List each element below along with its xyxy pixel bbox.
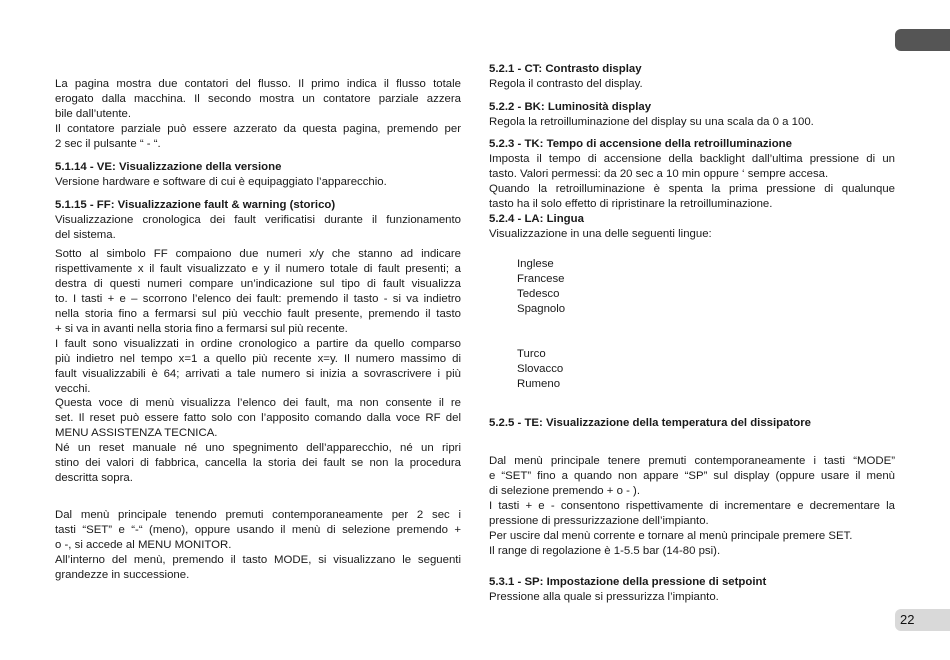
- fault-history-reset: [55, 396, 461, 441]
- chapter-tab: [895, 29, 950, 51]
- fault-history-navigation: [55, 247, 461, 337]
- section-5-1-14-title: 5.1.14 - VE: Visualizzazione della versione: [55, 161, 282, 173]
- monitor-menu-mode: [55, 553, 461, 583]
- text-line: stino dei valori di fabbrica, cancella la storia dei fault se non la procedura: [55, 457, 461, 469]
- text-line: Slovacco: [517, 363, 564, 375]
- text-line: I fault sono visualizzati in ordine cronologico a partire da quello comparso: [55, 338, 461, 350]
- text-line: tasto. Valori permessi: da 20 sec a 10 min oppure ‘ sempre accesa.: [489, 168, 829, 180]
- monitor-menu-access: [55, 508, 461, 553]
- section-5-2-4-title: 5.2.4 - LA: Lingua: [489, 213, 584, 225]
- text-line: Sotto al simbolo FF compaiono due numeri x/y che stanno ad indicare: [55, 248, 461, 260]
- section-5-1-15-title: 5.1.15 - FF: Visualizzazione fault & warning (storico): [55, 199, 336, 211]
- text-line: Quando la retroilluminazione è spenta la prima pressione di qualunque: [489, 183, 895, 195]
- text-line: Spagnolo: [517, 303, 566, 315]
- text-line: La pagina mostra due contatori del flusso. Il primo indica il flusso totale: [55, 78, 461, 90]
- text-line: nella storia fino a fermarsi sul più vecchio fault presente, premendo il tasto: [55, 308, 461, 320]
- text-line: del sistema.: [55, 229, 116, 241]
- section-5-3-1-title: 5.3.1 - SP: Impostazione della pressione di setpoint: [489, 576, 767, 588]
- text-line: Né un reset manuale né uno spegnimento dell’apparecchio, né un ripri: [55, 442, 461, 454]
- text-line: Francese: [517, 273, 565, 285]
- text-line: Il contatore parziale può essere azzerato da questa pagina, premendo per: [55, 123, 461, 135]
- language-list-a: [517, 257, 565, 317]
- text-line: più indietro nel tempo x=1 a quello più recente x=y. Il numero massimo di: [55, 353, 461, 365]
- text-line: I tasti + e - consentono rispettivamente di incrementare e decrementare la: [489, 500, 895, 512]
- section-5-2-5-title: 5.2.5 - TE: Visualizzazione della temperatura del dissipatore: [489, 417, 811, 429]
- section-5-2-2-title: 5.2.2 - BK: Luminosità display: [489, 101, 652, 113]
- text-line: e “SET” fino a quando non appare “SP” sul display (oppure usare il menù: [489, 470, 895, 482]
- text-line: All’interno del menù, premendo il tasto MODE, si visualizzano le seguenti: [55, 554, 461, 566]
- text-line: Dal menù principale tenendo premuti contemporaneamente per 2 sec i: [55, 509, 461, 521]
- text-line: Visualizzazione cronologica dei fault verificatisi durante il funzionamento: [55, 214, 461, 226]
- flow-counter-paragraph: [55, 77, 461, 122]
- text-line: vecchi.: [55, 383, 91, 395]
- backlight-time-paragraph: [489, 152, 895, 182]
- backlight-off-paragraph: [489, 182, 895, 212]
- text-line: di selezione premendo + o - ).: [489, 485, 641, 497]
- section-5-1-14-body: Versione hardware e software di cui è equipaggiato l’apparecchio.: [55, 176, 387, 188]
- fault-history-order: [55, 337, 461, 397]
- text-line: fault visualizzabili è 64; arrivati a tale numero si inizia a sovrascrivere i più: [55, 368, 461, 380]
- setpoint-exit: Per uscire dal menù corrente e tornare al menù principale premere SET.: [489, 530, 853, 542]
- language-list-b: [517, 347, 563, 392]
- text-line: to. I tasti + e – scorrono l’elenco dei fault: premendo il tasto - si va indietro: [55, 293, 461, 305]
- setpoint-range: Il range di regolazione è 1-5.5 bar (14-80 psi).: [489, 545, 721, 557]
- section-5-2-1-body: Regola il contrasto del display.: [489, 78, 643, 90]
- text-line: + si va in avanti nella storia fino a fermarsi sul più recente.: [55, 323, 348, 335]
- text-line: tasto ha il solo effetto di ripristinare la retroilluminazione.: [489, 198, 773, 210]
- text-line: Inglese: [517, 258, 554, 270]
- text-line: Imposta il tempo di accensione della backlight dall’ultima pressione di un: [489, 153, 895, 165]
- text-line: descritta sopra.: [55, 472, 133, 484]
- setpoint-adjust: [489, 499, 895, 529]
- text-line: o -, si accede al MENU MONITOR.: [55, 539, 232, 551]
- text-line: Dal menù principale tenere premuti contemporaneamente i tasti “MODE”: [489, 455, 895, 467]
- section-5-2-3-title: 5.2.3 - TK: Tempo di accensione della retroilluminazione: [489, 138, 792, 150]
- fault-history-intro: [55, 213, 461, 243]
- text-line: Tedesco: [517, 288, 560, 300]
- text-line: 2 sec il pulsante “ - “.: [55, 138, 161, 150]
- text-line: Turco: [517, 348, 546, 360]
- text-line: pressione di pressurizzazione dell’impianto.: [489, 515, 709, 527]
- section-5-2-4-body: Visualizzazione in una delle seguenti lingue:: [489, 228, 712, 240]
- section-5-3-1-body: Pressione alla quale si pressurizza l’impianto.: [489, 591, 719, 603]
- text-line: destra di questi numeri compare un’indicazione sul tipo di fault visualizza: [55, 278, 461, 290]
- setpoint-menu-access: [489, 454, 895, 499]
- text-line: Questa voce di menù visualizza l’elenco dei fault, ma non consente il re: [55, 397, 461, 409]
- text-line: grandezze in successione.: [55, 569, 190, 581]
- text-line: MENU ASSISTENZA TECNICA.: [55, 427, 218, 439]
- text-line: erogato dalla macchina. Il secondo mostra un contatore parziale azzera: [55, 93, 461, 105]
- text-line: bile dall’utente.: [55, 108, 131, 120]
- fault-history-persistence: [55, 441, 461, 486]
- page-number: 22: [895, 609, 950, 631]
- section-5-2-2-body: Regola la retroilluminazione del display su una scala da 0 a 100.: [489, 116, 814, 128]
- text-line: rispettivamente x il fault visualizzato e y il numero totale di fault presenti; a: [55, 263, 461, 275]
- text-line: Rumeno: [517, 378, 561, 390]
- partial-counter-reset-paragraph: [55, 122, 461, 152]
- text-line: set. Il reset può essere fatto solo con l’apposito comando dalla voce RF del: [55, 412, 461, 424]
- section-5-2-1-title: 5.2.1 - CT: Contrasto display: [489, 63, 642, 75]
- text-line: tasti “SET” e “-“ (meno), oppure usando il menù di selezione premendo +: [55, 524, 461, 536]
